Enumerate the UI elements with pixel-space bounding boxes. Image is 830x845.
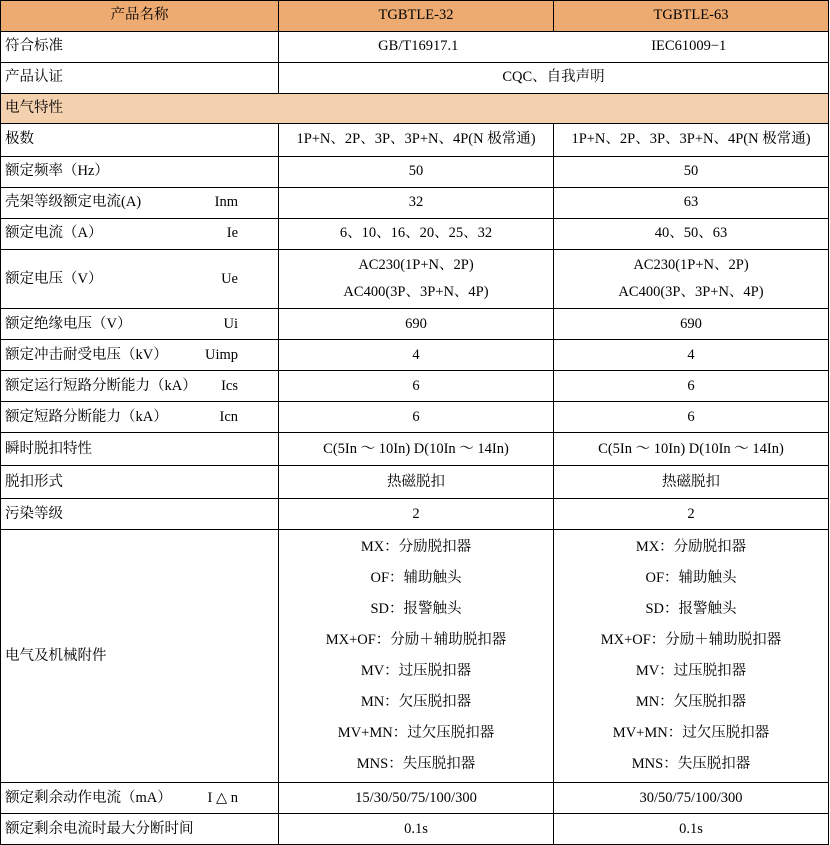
row-label-ics [1, 371, 279, 402]
row-label-break-time: 额定剩余电流时最大分断时间 [1, 814, 279, 845]
row-value-rated-voltage-b [554, 250, 829, 309]
standard-value-b: IEC61009−1 [651, 38, 727, 55]
rated-voltage-a-line1: AC230(1P+N、2P) [358, 257, 474, 273]
accessory-item: MX+OF：分励＋辅助脱扣器 [325, 632, 507, 649]
symbol-idelta-n: I △ n [207, 789, 238, 806]
row-value-frequency-a: 50 [279, 157, 554, 188]
label-text-residual-current: 额定剩余动作电流（mA） [5, 789, 172, 806]
row-value-poles-b: 1P+N、2P、3P、3P+N、4P(N 极常通) [554, 124, 829, 157]
row-label-frequency: 额定频率（Hz） [1, 157, 279, 188]
table-row [1, 309, 829, 340]
section-title-electrical: 电气特性 [1, 94, 829, 124]
standard-value-a: GB/T16917.1 [378, 38, 459, 55]
row-value-instant-trip-b: C(5In ～ 10In) D(10In ～ 14In) [554, 433, 829, 466]
row-value-poles-a: 1P+N、2P、3P、3P+N、4P(N 极常通) [279, 124, 554, 157]
row-label-frame-current [1, 188, 279, 219]
row-value-certification: CQC、自我声明 [279, 63, 829, 94]
table-row [1, 814, 829, 845]
row-value-standard [279, 32, 829, 63]
accessory-item: MX+OF：分励＋辅助脱扣器 [600, 632, 782, 649]
row-value-instant-trip-a: C(5In ～ 10In) D(10In ～ 14In) [279, 433, 554, 466]
row-value-trip-type-a: 热磁脱扣 [279, 466, 554, 499]
row-value-pollution-degree-a: 2 [279, 499, 554, 530]
row-label-instant-trip: 瞬时脱扣特性 [1, 433, 279, 466]
label-text-frame-current: 壳架等级额定电流(A) [5, 194, 142, 211]
row-value-frame-current-a: 32 [279, 188, 554, 219]
table-header-row [1, 1, 829, 32]
row-label-residual-current [1, 783, 279, 814]
row-value-rated-current-a: 6、10、16、20、25、32 [279, 219, 554, 250]
row-label-trip-type: 脱扣形式 [1, 466, 279, 499]
row-value-accessories-b [554, 530, 829, 783]
row-value-rated-current-b: 40、50、63 [554, 219, 829, 250]
table-row [1, 124, 829, 157]
rated-voltage-a-line2: AC400(3P、3P+N、4P) [343, 284, 489, 301]
row-value-pollution-degree-b: 2 [554, 499, 829, 530]
label-text-ics: 额定运行短路分断能力（kA） [5, 377, 197, 394]
row-value-frame-current-b: 63 [554, 188, 829, 219]
row-value-rated-voltage-a [279, 250, 554, 309]
accessory-item: SD：报警触头 [370, 601, 462, 618]
row-label-icn [1, 402, 279, 433]
row-label-rated-voltage [1, 250, 279, 309]
table-row [1, 466, 829, 499]
row-value-insulation-voltage-a: 690 [279, 309, 554, 340]
accessory-item: OF：辅助触头 [370, 570, 462, 587]
row-value-icn-b: 6 [554, 402, 829, 433]
table-row [1, 783, 829, 814]
table-row [1, 340, 829, 371]
accessory-item: MV+MN：过欠压脱扣器 [612, 725, 770, 742]
accessory-item: OF：辅助触头 [645, 570, 737, 587]
row-value-insulation-voltage-b: 690 [554, 309, 829, 340]
label-text-icn: 额定短路分断能力（kA） [5, 408, 168, 425]
table-row [1, 371, 829, 402]
accessory-item: SD：报警触头 [645, 601, 737, 618]
symbol-ui: Ui [223, 315, 238, 332]
row-label-poles: 极数 [1, 124, 279, 157]
table-row [1, 188, 829, 219]
table-row [1, 219, 829, 250]
row-value-frequency-b: 50 [554, 157, 829, 188]
table-row [1, 250, 829, 309]
symbol-uimp: Uimp [204, 346, 238, 363]
row-value-trip-type-b: 热磁脱扣 [554, 466, 829, 499]
row-value-icn-a: 6 [279, 402, 554, 433]
section-header-electrical [1, 94, 829, 124]
row-label-certification: 产品认证 [1, 63, 279, 94]
label-text-insulation-voltage: 额定绝缘电压（V） [5, 315, 132, 332]
accessory-item: MV：过压脱扣器 [635, 663, 747, 680]
symbol-ics: Ics [221, 377, 238, 394]
accessory-item: MX：分励脱扣器 [635, 539, 747, 556]
accessory-item: MNS：失压脱扣器 [356, 756, 476, 773]
row-label-rated-current [1, 219, 279, 250]
label-text-impulse-voltage: 额定冲击耐受电压（kV） [5, 346, 168, 363]
row-value-residual-current-a: 15/30/50/75/100/300 [279, 783, 554, 814]
row-value-accessories-a [279, 530, 554, 783]
row-value-residual-current-b: 30/50/75/100/300 [554, 783, 829, 814]
row-value-ics-a: 6 [279, 371, 554, 402]
accessory-item: MNS：失压脱扣器 [631, 756, 751, 773]
symbol-inm: Inm [214, 194, 238, 211]
row-label-standard: 符合标准 [1, 32, 279, 63]
rated-voltage-b-line2: AC400(3P、3P+N、4P) [618, 284, 764, 301]
row-label-accessories: 电气及机械附件 [1, 530, 279, 783]
table-row [1, 499, 829, 530]
row-label-pollution-degree: 污染等级 [1, 499, 279, 530]
row-label-impulse-voltage [1, 340, 279, 371]
row-value-impulse-voltage-a: 4 [279, 340, 554, 371]
symbol-icn: Icn [219, 408, 238, 425]
label-text-rated-voltage: 额定电压（V） [5, 270, 103, 287]
accessory-item: MV+MN：过欠压脱扣器 [337, 725, 495, 742]
label-text-rated-current: 额定电流（A） [5, 225, 103, 242]
accessory-item: MV：过压脱扣器 [360, 663, 472, 680]
accessory-item: MX：分励脱扣器 [360, 539, 472, 556]
rated-voltage-b-line1: AC230(1P+N、2P) [633, 257, 749, 273]
header-cell-model-a: TGBTLE-32 [279, 1, 554, 32]
accessory-item: MN：欠压脱扣器 [360, 694, 472, 711]
row-value-ics-b: 6 [554, 371, 829, 402]
table-row [1, 402, 829, 433]
symbol-ie: Ie [226, 225, 238, 242]
symbol-ue: Ue [221, 270, 238, 287]
table-row [1, 32, 829, 63]
accessory-item: MN：欠压脱扣器 [635, 694, 747, 711]
row-value-break-time-a: 0.1s [279, 814, 554, 845]
table-row-accessories [1, 530, 829, 783]
table-row [1, 157, 829, 188]
table-row [1, 433, 829, 466]
table-row [1, 63, 829, 94]
row-value-break-time-b: 0.1s [554, 814, 829, 845]
row-label-insulation-voltage [1, 309, 279, 340]
header-cell-model-b: TGBTLE-63 [554, 1, 829, 32]
header-cell-product-name: 产品名称 [1, 1, 279, 32]
row-value-impulse-voltage-b: 4 [554, 340, 829, 371]
